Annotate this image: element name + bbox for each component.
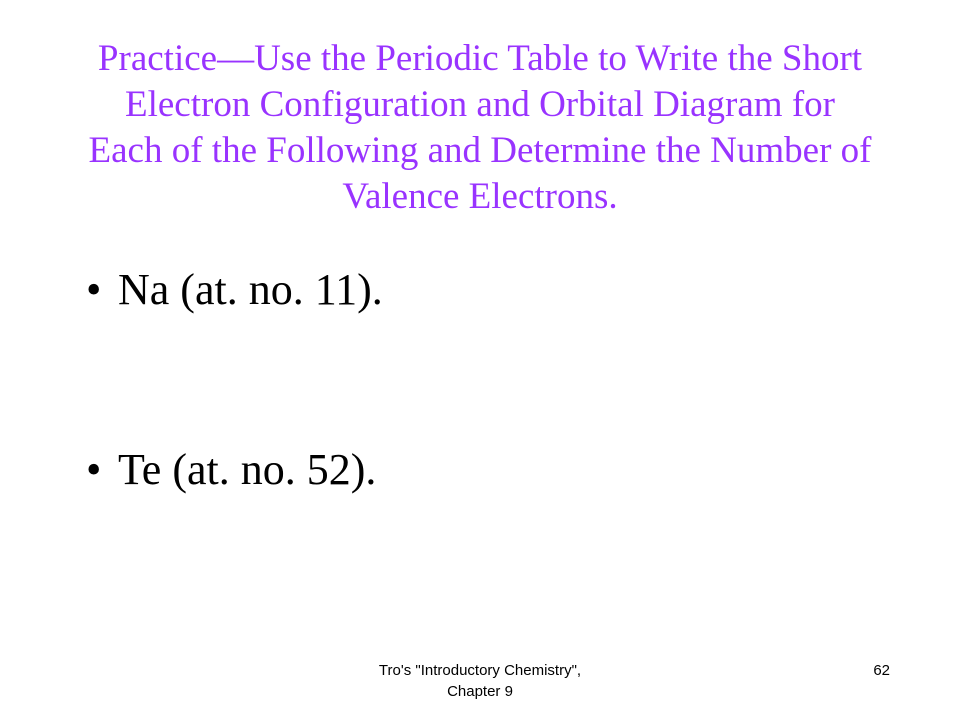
- bullet-dot-icon: •: [86, 445, 102, 494]
- title-line-2: Electron Configuration and Orbital Diagram for: [125, 84, 835, 125]
- page-number: 62: [873, 662, 890, 679]
- footer-line-1: Tro's "Introductory Chemistry",: [378, 662, 582, 679]
- bullet-item-te: [86, 442, 376, 498]
- title-line-4: Valence Electrons.: [342, 176, 618, 217]
- bullet-dot-icon: •: [86, 265, 102, 314]
- bullet-item-na: [86, 262, 383, 318]
- title-line-1: Practice—Use the Periodic Table to Write the Short: [97, 38, 863, 79]
- bullet-text-te: Te (at. no. 52).: [118, 445, 377, 494]
- bullet-text-na: Na (at. no. 11).: [118, 265, 383, 314]
- slide-title: [70, 36, 890, 220]
- title-line-3: Each of the Following and Determine the Number of: [88, 130, 872, 171]
- footer-line-2: Chapter 9: [447, 683, 513, 700]
- slide-footer: [320, 660, 640, 702]
